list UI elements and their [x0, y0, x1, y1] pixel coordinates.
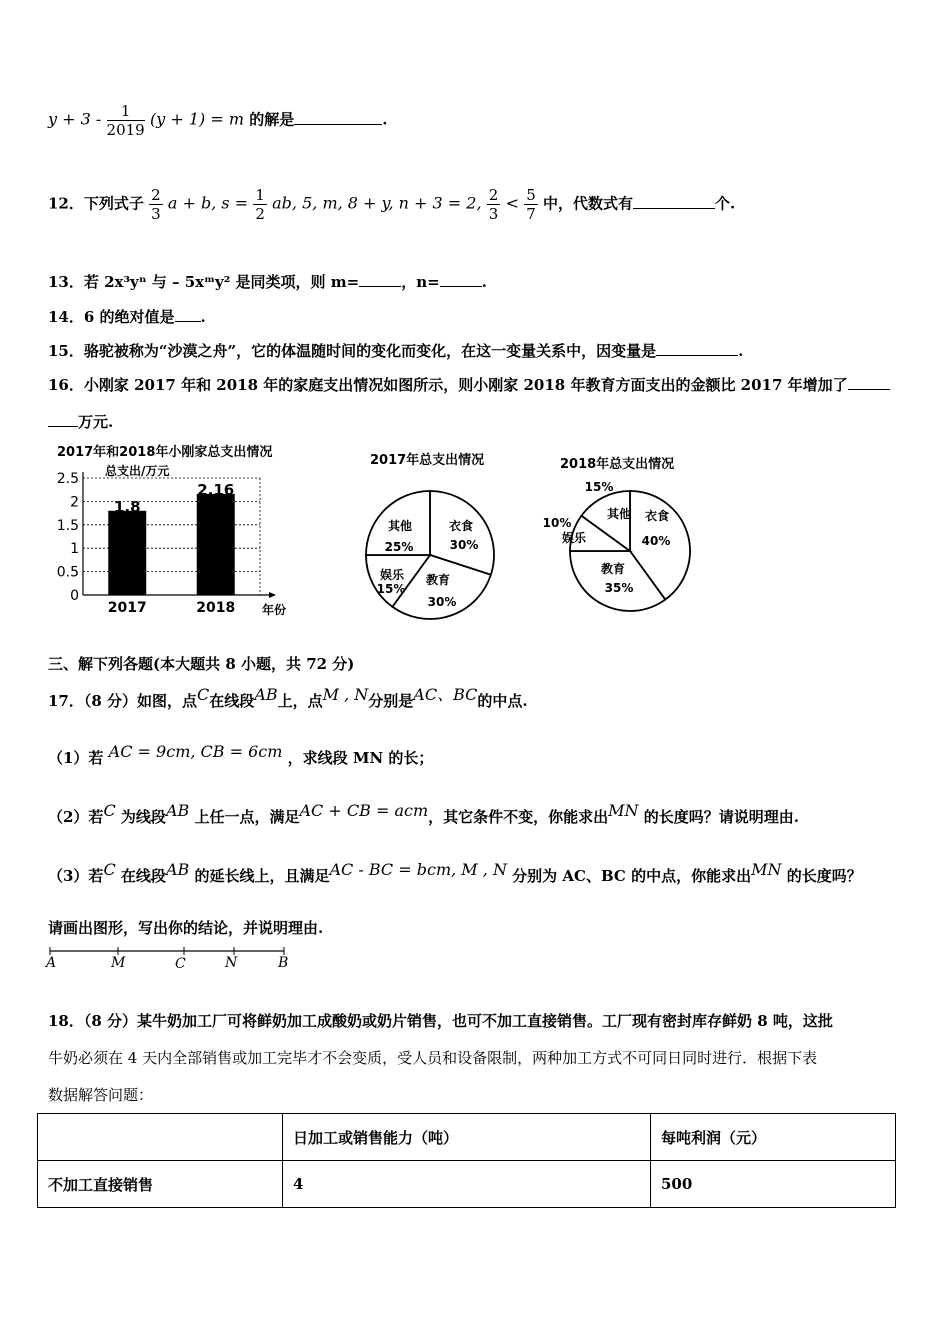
- table-cell: 4: [283, 1161, 651, 1208]
- slice-percent-label: 15%: [376, 582, 406, 596]
- pie-chart-2018: [535, 445, 705, 620]
- table-header-cell: 日加工或销售能力（吨）: [283, 1114, 651, 1161]
- slice-label: 娱乐: [379, 568, 405, 582]
- pie-chart-2017: [355, 445, 505, 625]
- q17-stem: 17．（8 分）如图，点$^C$在线段$^{AB}$上，点$^{M , N}$分别是$^{AC、BC}$的中点.: [48, 685, 528, 710]
- bar-chart-svg: [45, 438, 305, 623]
- q12: 12．下列式子 $\frac{2}{3}$ a + b, s = $\frac{1}{2}$ ab, 5, m, 8 + y, n + 3 = 2, $\frac{2}{3}$ < $\frac{5}{7}$ 中，代数式有 个.: [48, 186, 736, 223]
- q11-answer-blank[interactable]: [294, 124, 382, 125]
- bar-chart: [45, 438, 305, 623]
- slice-percent-label: 30%: [427, 595, 457, 609]
- q18-line3: 数据解答问题：: [48, 1086, 154, 1104]
- slice-percent-label: 15%: [584, 480, 614, 494]
- point-label-N: N: [225, 955, 238, 971]
- y-tick-label: 2: [70, 494, 79, 511]
- slice-percent-label: 40%: [641, 534, 671, 548]
- x-axis-arrow: [269, 592, 276, 598]
- table-cell: 不加工直接销售: [38, 1161, 283, 1208]
- q17-part2: （2）若$^C$ 为线段$^{AB}$ 上任一点，满足$^{AC + CB = acm}$，其它条件不变，你能求出$^{MN}$ 的长度吗？请说明理由.: [48, 801, 799, 826]
- slice-label: 娱乐: [561, 531, 587, 545]
- slice-label: 其他: [606, 507, 632, 521]
- pie-2018-svg: [535, 445, 705, 620]
- y-tick-label: 1.5: [56, 517, 79, 534]
- y-tick-label: 0: [70, 588, 79, 604]
- q14-answer-blank[interactable]: [175, 321, 201, 322]
- q16-line2: 万元.: [48, 411, 113, 432]
- pie-2017-title: 2017年总支出情况: [370, 453, 485, 468]
- q13-n-blank[interactable]: [440, 286, 482, 287]
- slice-label: 衣食: [644, 509, 670, 523]
- q18-line1: 18．（8 分）某牛奶加工厂可将鲜奶加工成酸奶或奶片销售，也可不加工直接销售。工厂现有密封库存鲜奶 8 吨，这批: [48, 1012, 833, 1030]
- slice-percent-label: 30%: [449, 538, 479, 552]
- q16-line1: 16．小刚家 2017 年和 2018 年的家庭支出情况如图所示，则小刚家 2018 年教育方面支出的金额比 2017 年增加了: [48, 374, 890, 395]
- point-label-C: C: [175, 956, 186, 972]
- bar-value-label: 1.8: [113, 497, 141, 516]
- slice-label: 其他: [387, 519, 413, 533]
- segment-figure: [44, 944, 294, 974]
- bar-chart-title: 2017年和2018年小刚家总支出情况: [57, 445, 273, 460]
- q16-answer-blank[interactable]: [848, 389, 890, 390]
- bar-value-label: 2.16: [197, 480, 235, 499]
- y-tick-label: 2.5: [56, 471, 79, 487]
- q12-label: 12．下列式子: [48, 194, 144, 213]
- q11-eq-right: (y + 1) = m: [149, 109, 244, 129]
- table-header-row: [38, 1114, 896, 1161]
- bar-chart-ylabel: 总支出/万元: [105, 464, 170, 478]
- table-header-cell: [38, 1114, 283, 1161]
- pie-2018-title: 2018年总支出情况: [560, 457, 675, 472]
- q13: 13．若 2x³yⁿ 与 – 5xᵐy² 是同类项，则 m= ，n= .: [48, 273, 487, 291]
- q14: 14．6 的绝对值是 .: [48, 308, 206, 326]
- q12-answer-blank[interactable]: [633, 208, 715, 209]
- q15-answer-blank[interactable]: [656, 355, 738, 356]
- slice-percent-label: 25%: [384, 540, 414, 554]
- q17-part3: （3）若$^C$ 在线段$^{AB}$ 的延长线上，且满足$^{AC - BC = bcm, M , N}$ 分别为 AC、BC 的中点，你能求出$^{MN}$ 的长度吗？: [48, 860, 862, 885]
- x-tick-label: 2017: [107, 600, 147, 616]
- table-cell: 500: [651, 1161, 896, 1208]
- q18-line2: 牛奶必须在 4 天内全部销售或加工完毕才不会变质，受人员和设备限制，两种加工方式不可同日同时进行．根据下表: [48, 1049, 818, 1067]
- q18-table: [37, 1113, 896, 1208]
- pie-2017-svg: [355, 445, 505, 625]
- q17-part3-line2: 请画出图形，写出你的结论，并说明理由.: [48, 919, 324, 937]
- q11-suffix: 的解是: [249, 110, 295, 129]
- point-label-M: M: [111, 955, 126, 971]
- section-title: 三、解下列各题(本大题共 8 小题，共 72 分): [48, 655, 355, 673]
- point-label-A: A: [46, 955, 57, 971]
- slice-label: 衣食: [448, 519, 474, 533]
- y-tick-label: 0.5: [56, 564, 79, 581]
- x-axis-label: 年份: [262, 603, 287, 617]
- x-tick-label: 2018: [196, 600, 236, 616]
- table-header-cell: 每吨利润（元）: [651, 1114, 896, 1161]
- table-row: [38, 1161, 896, 1208]
- slice-percent-label: 35%: [604, 581, 634, 595]
- bar: [197, 494, 235, 595]
- bar: [108, 511, 146, 595]
- slice-label: 教育: [425, 573, 451, 587]
- q15: 15．骆驼被称为“沙漠之舟”，它的体温随时间的变化而变化，在这一变量关系中，因变量是 .: [48, 342, 744, 360]
- q13-m-blank[interactable]: [359, 286, 401, 287]
- q12-suffix: 中，代数式有: [542, 194, 633, 213]
- point-label-B: B: [278, 955, 289, 971]
- slice-percent-label: 10%: [542, 516, 572, 530]
- slice-label: 教育: [600, 562, 626, 576]
- segment-svg: [44, 944, 294, 974]
- y-tick-label: 1: [70, 541, 79, 558]
- q11-equation: y + 3 - $\frac{1}{2019}$ (y + 1) = m 的解是 .: [48, 102, 388, 139]
- q17-part1: （1）若 $^{AC = 9cm, CB = 6cm}$ ，求线段 MN 的长；: [48, 742, 434, 767]
- q11-fraction: $\frac{1}{2019}$: [106, 102, 145, 139]
- q11-eq-left: y + 3 -: [48, 109, 102, 129]
